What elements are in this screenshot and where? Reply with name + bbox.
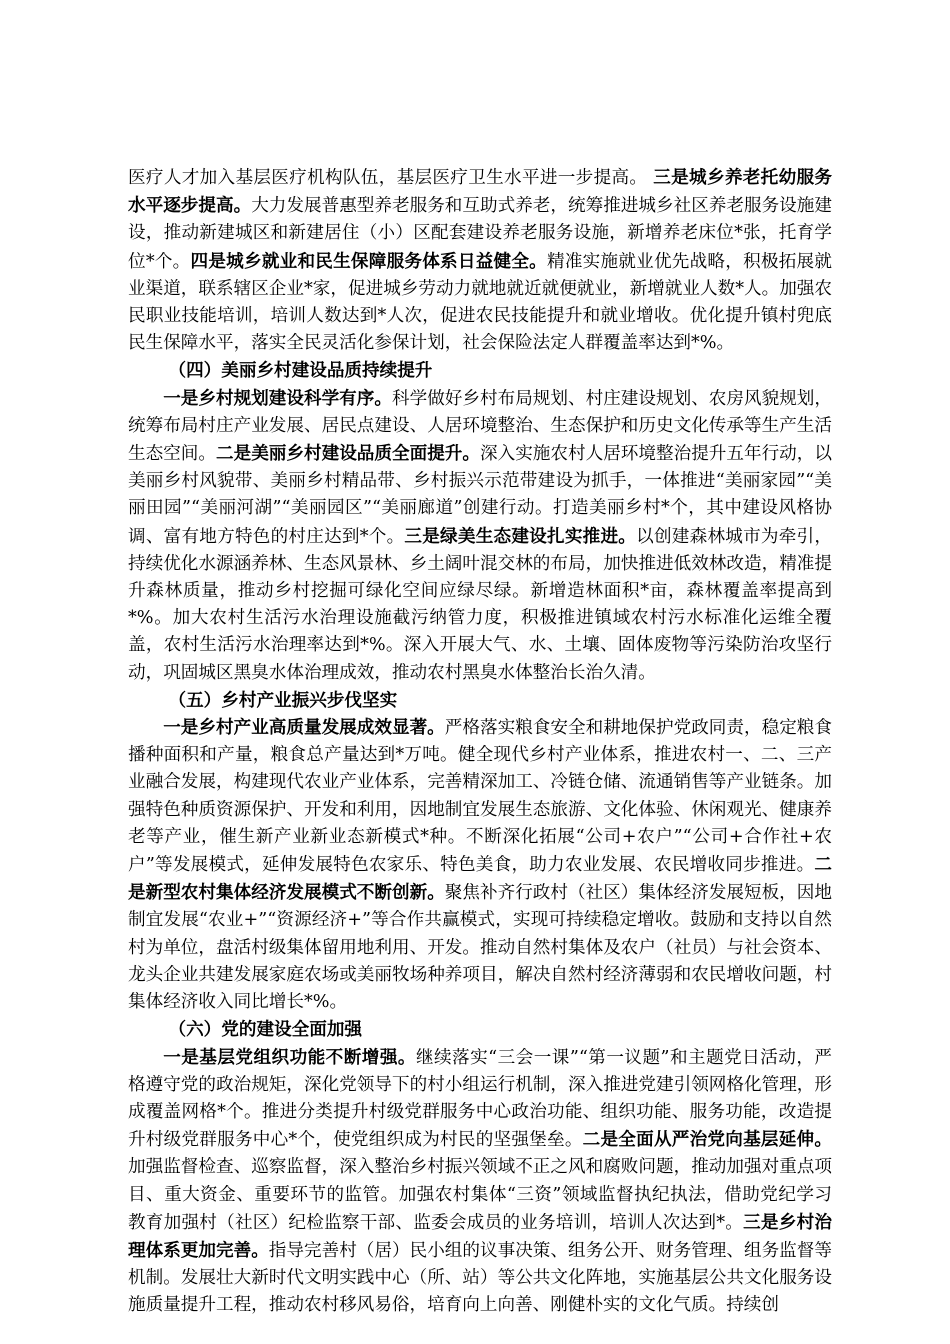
bold-lead-phrase: 二是全面从严治党向基层延伸。: [582, 1129, 832, 1151]
text-run: 医疗人才加入基层医疗机构队伍，基层医疗卫生水平进一步提高。: [128, 168, 654, 188]
text-run: 以创建森林城市为牵引，持续优化水源涵养林、生态风景林、乡土阔叶混交林的布局，加快推进低效林改造，精准提升森林质量，推动乡村挖掘可绿化空间应绿尽绿。新增造林面积*亩，森林覆盖率提高到*%。加大农村生活污水治理设施截污纳管力度，积极推进镇域农村污水标准化运维全覆盖，农村生活污水治理率达到*%。深入开展大气、水、土壤、固体废物等污染防治攻坚行动，巩固城区黑臭水体治理成效，推动农村黑臭水体整治长治久清。: [128, 526, 832, 683]
text-run: 加强监督检查、巡察监督，深入整治乡村振兴领域不正之风和腐败问题，推动加强对重点项目、重大资金、重要环节的监管。加强农村集体“三资”领域监督执纪执法，借助党纪学习教育加强村（社区）纪检监察干部、监委会成员的业务培训，培训人次达到*。: [128, 1157, 832, 1233]
bold-lead-phrase: 三是乡村治理体系更加完善。: [128, 1211, 832, 1261]
bold-lead-phrase: 二是新型农村集体经济发展模式不断创新。: [128, 854, 832, 904]
document-page: [128, 164, 832, 1320]
text-run: 精准实施就业优先战略，积极拓展就业渠道，联系辖区企业*家，促进城乡劳动力就地就近就便就业，新增就业人数*人。加强农民职业技能培训，培训人数达到*人次，促进农民技能提升和就业增收。优化提升镇村兜底民生保障水平，落实全民灵活化参保计划，社会保险法定人群覆盖率达到*%。: [128, 251, 832, 354]
text-run: 指导完善村（居）民小组的议事决策、组务公开、财务管理、组务监督等机制。发展壮大新时代文明实践中心（所、站）等公共文化阵地，实施基层公共文化服务设施质量提升工程，推动农村移风易俗，培育向上向善、刚健朴实的文化气质。持续创: [128, 1240, 832, 1316]
text-run: 继续落实“三会一课”“第一议题”和主题党日活动，严格遵守党的政治规矩，深化党领导下的村小组运行机制，深入推进党建引领网格化管理，形成覆盖网格*个。推进分类提升村级党群服务中心政治功能、组织功能、服务功能，改造提升村级党群服务中心*个，使党组织成为村民的坚强堡垒。: [128, 1047, 832, 1151]
text-run: 大力发展普惠型养老服务和互助式养老，统筹推进城乡社区养老服务设施建设，推动新建城区和新建居住（小）区配套建设养老服务设施，新增养老床位*张，托育学位*个。: [128, 196, 832, 272]
bold-lead-phrase: 一是乡村产业高质量发展成效显著。: [163, 717, 445, 739]
bold-lead-phrase: 四是城乡就业和民生保障服务体系日益健全。: [190, 250, 548, 272]
bold-lead-phrase: 三是城乡养老托幼服务水平逐步提高。: [128, 167, 832, 217]
body-paragraph: [128, 1044, 832, 1320]
bold-lead-phrase: 一是乡村规划建设科学有序。: [163, 387, 392, 409]
text-run: 科学做好乡村布局规划、村庄建设规划、农房风貌规划，统筹布局村庄产业发展、居民点建设、人居环境整治、生态保护和历史文化传承等生产生活生态空间。: [128, 388, 832, 465]
text-run: 深入实施农村人居环境整治提升五年行动，以美丽乡村风貌带、美丽乡村精品带、乡村振兴示范带建设为抓手，一体推进“美丽家园”“美丽田园”“美丽河湖”“美丽园区”“美丽廊道”创建行动。打造美丽乡村*个，其中建设风格协调、富有地方特色的村庄达到*个。: [128, 444, 832, 547]
bold-lead-phrase: 一是基层党组织功能不断增强。: [163, 1046, 416, 1068]
section-heading: [128, 687, 832, 714]
bold-lead-phrase: 二是美丽乡村建设品质全面提升。: [216, 443, 480, 465]
text-run: （六）党的建设全面加强: [168, 1019, 363, 1041]
text-run: （五）乡村产业振兴步伐坚实: [168, 689, 398, 711]
text-run: 严格落实粮食安全和耕地保护党政同责，稳定粮食播种面积和产量，粮食总产量达到*万吨。健全现代乡村产业体系，推进农村一、二、三产业融合发展，构建现代农业产业体系，完善精深加工、冷链仓储、流通销售等产业链条。加强特色种质资源保护、开发和利用，因地制宜发展生态旅游、文化体验、休闲观光、健康养老等产业，催生新产业新业态新模式*种。不断深化拓展“公司+农户”“公司+合作社+农户”等发展模式，延伸发展特色农家乐、特色美食，助力农业发展、农民增收同步推进。: [128, 718, 832, 876]
section-heading: [128, 357, 832, 384]
body-paragraph: [128, 714, 832, 1016]
text-run: （四）美丽乡村建设品质持续提升: [168, 360, 433, 382]
body-paragraph: [128, 164, 832, 357]
body-paragraph: [128, 385, 832, 687]
text-run: 聚焦补齐行政村（社区）集体经济发展短板，因地制宜发展“农业+”“资源经济+”等合作共赢模式，实现可持续稳定增收。鼓励和支持以自然村为单位，盘活村级集体留用地利用、开发。推动自然村集体及农户（社员）与社会资本、龙头企业共建发展家庭农场或美丽牧场种养项目，解决自然村经济薄弱和农民增收问题，村集体经济收入同比增长*%。: [128, 883, 832, 1013]
bold-lead-phrase: 三是绿美生态建设扎实推进。: [404, 525, 637, 547]
section-heading: [128, 1016, 832, 1043]
